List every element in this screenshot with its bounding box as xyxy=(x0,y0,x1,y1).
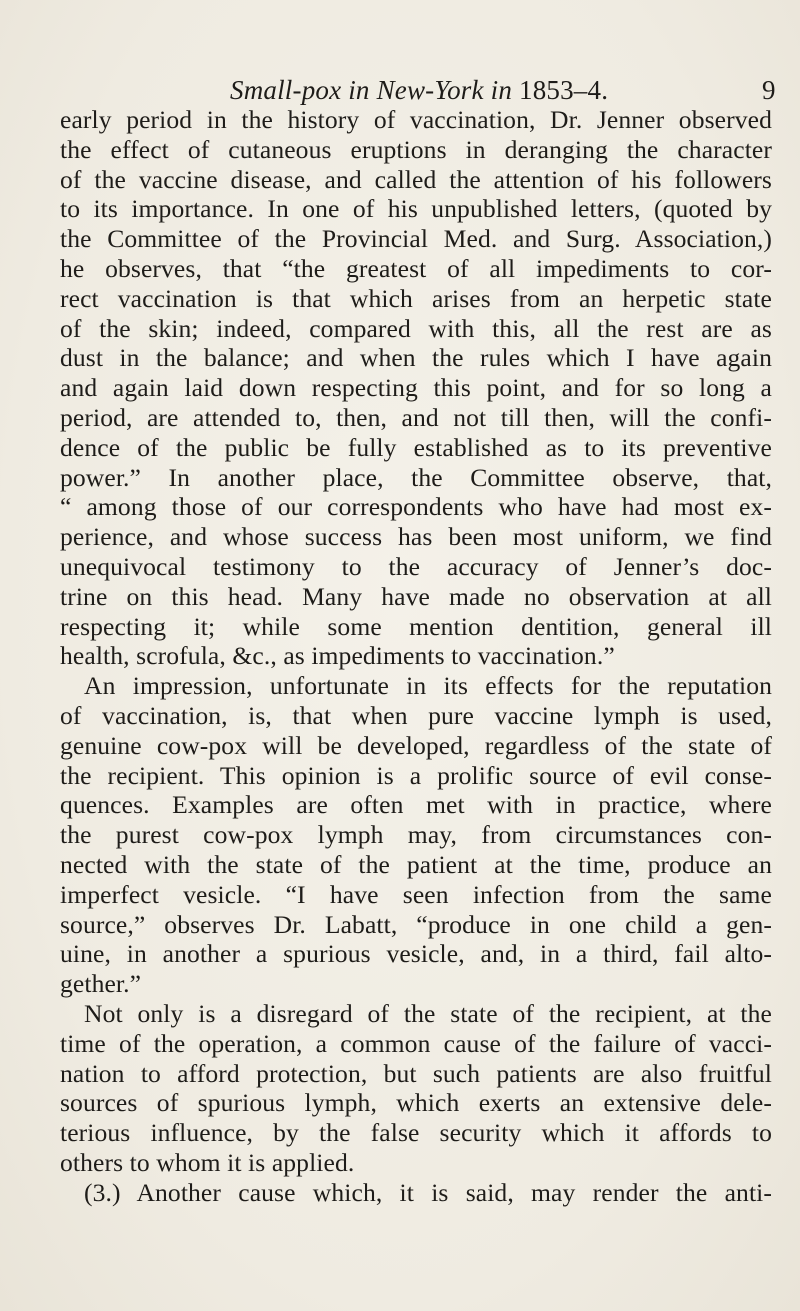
text-line: source,” observes Dr. Labatt, “produce in one child a gen- xyxy=(60,909,772,939)
text-line: Not only is a disregard of the state of the recipient, at the xyxy=(84,998,772,1028)
text-line: early period in the history of vaccination, Dr. Jenner observed xyxy=(60,105,772,134)
text-line: to its importance. In one of his unpublished letters, (quoted by xyxy=(60,194,772,224)
text-line: the recipient. This opinion is a prolific source of evil conse- xyxy=(60,760,772,790)
page-number: 9 xyxy=(762,75,776,105)
text-line: power.” In another place, the Committee observe, that, xyxy=(60,462,772,492)
text-line: he observes, that “the greatest of all impediments to cor- xyxy=(60,253,772,283)
body-text xyxy=(60,105,772,1207)
text-line: An impression, unfortunate in its effects for the reputation xyxy=(84,671,772,701)
text-line: trine on this head. Many have made no observation at all xyxy=(60,581,772,611)
text-line: uine, in another a spurious vesicle, and, in a third, fail alto- xyxy=(60,939,772,969)
text-line: gether.” xyxy=(60,969,142,999)
text-line: rect vaccination is that which arises from an herpetic state xyxy=(60,283,772,313)
text-line: period, are attended to, then, and not till then, will the confi- xyxy=(60,402,772,432)
text-line: unequivocal testimony to the accuracy of Jenner’s doc- xyxy=(60,551,772,581)
text-line: others to whom it is applied. xyxy=(60,1147,355,1177)
running-head xyxy=(0,70,800,110)
text-line: time of the operation, a common cause of the failure of vacci- xyxy=(60,1028,772,1058)
text-line: the effect of cutaneous eruptions in deranging the character xyxy=(60,134,772,164)
text-line: genuine cow-pox will be developed, regardless of the state of xyxy=(60,730,772,760)
text-line: and again laid down respecting this point, and for so long a xyxy=(60,373,772,403)
text-line: dust in the balance; and when the rules which I have again xyxy=(60,343,772,373)
text-line: health, scrofula, &c., as impediments to vaccination.” xyxy=(60,641,615,671)
text-line: imperfect vesicle. “I have seen infection from the same xyxy=(60,879,772,909)
running-title-years: 1853–4. xyxy=(512,75,609,105)
running-title xyxy=(230,70,608,110)
text-line: “ among those of our correspondents who have had most ex- xyxy=(60,492,772,522)
text-line: dence of the public be fully established as to its preventive xyxy=(60,432,772,462)
text-line: nation to afford protection, but such patients are also fruitful xyxy=(60,1058,772,1088)
text-line: quences. Examples are often met with in practice, where xyxy=(60,790,772,820)
text-line: of vaccination, is, that when pure vaccine lymph is used, xyxy=(60,700,772,730)
text-line: nected with the state of the patient at the time, produce an xyxy=(60,849,772,879)
text-line: sources of spurious lymph, which exerts an extensive dele- xyxy=(60,1088,772,1118)
text-line: of the vaccine disease, and called the attention of his followers xyxy=(60,164,772,194)
text-line: of the skin; indeed, compared with this, all the rest are as xyxy=(60,313,772,343)
text-line: terious influence, by the false security which it affords to xyxy=(60,1118,772,1148)
text-line: perience, and whose success has been most uniform, we find xyxy=(60,522,772,552)
text-line: the purest cow-pox lymph may, from circumstances con- xyxy=(60,820,772,850)
text-line: (3.) Another cause which, it is said, may render the anti- xyxy=(84,1177,772,1207)
text-line: the Committee of the Provincial Med. and Surg. Association,) xyxy=(60,224,772,254)
text-line: respecting it; while some mention dentition, general ill xyxy=(60,611,772,641)
running-title-italic: Small-pox in New-York in xyxy=(230,75,513,105)
